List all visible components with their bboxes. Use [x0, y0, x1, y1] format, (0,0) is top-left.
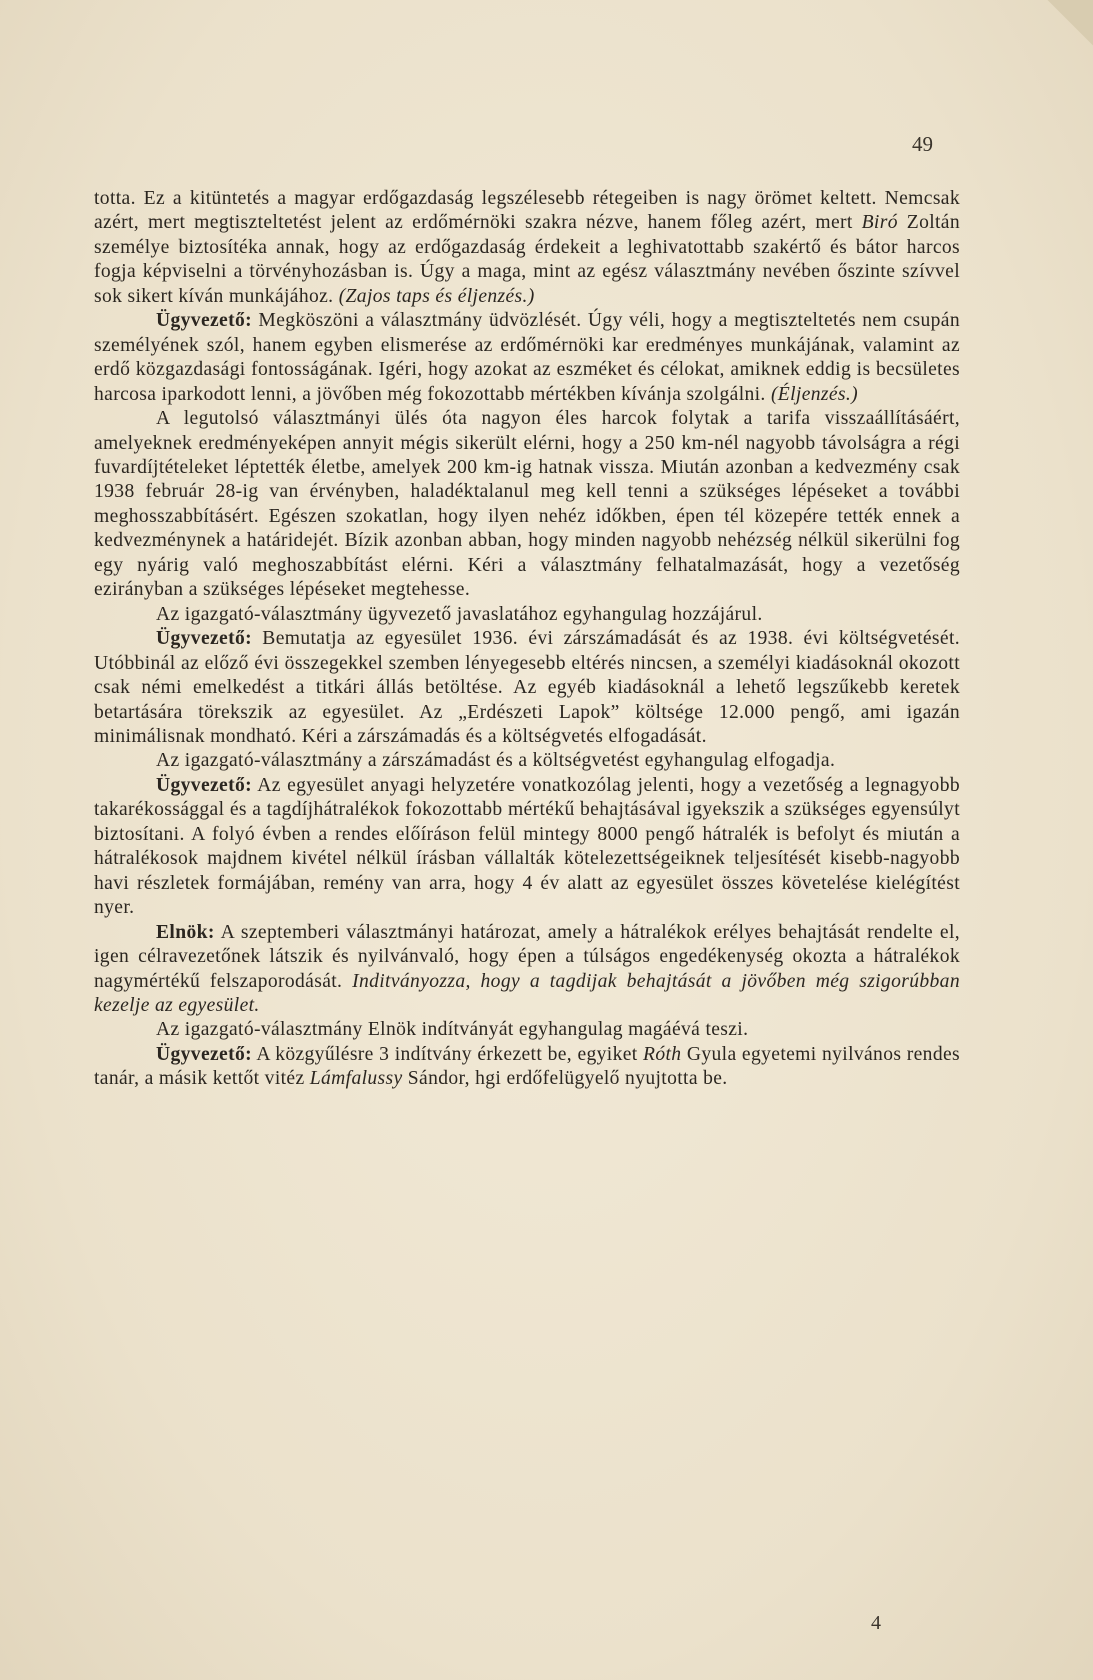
page-corner [1043, 0, 1093, 50]
text-run: Az egyesület anyagi helyzetére vonatkozólag jelenti, hogy a vezetőség a legnagyobb takarékossággal és a tagdíjhátralékok fokozottabb mértékű behajtásával igyekszik a szükséges egyensúlyt biztosítani. A folyó évben a rendes előíráson felül mintegy 8000 pengő hátralék is befolyt és miután a hátralékosok majdnem kivétel nélkül írásban vállalták kötelezettségeiknek teljesítését kisebb-nagyobb havi részletek formájában, remény van arra, hogy 4 év alatt az egyesület összes követelése kielégítést nyer. [94, 774, 960, 919]
paragraph [94, 187, 960, 309]
text-run: Az igazgató-választmány Elnök indítványát egyhangulag magáévá teszi. [156, 1019, 749, 1041]
italic-text: Inditványozza, hogy a tagdijak behajtását a jövőben még szigorúbban kezelje az egyesület. [94, 970, 960, 1016]
body-text [94, 187, 960, 1092]
text-run: Zoltán személye biztosítéka annak, hogy az erdőgazdaság érdekeit a leghivatottabb szakértő és bátor harcos fogja képviselni a törvényhozásban is. Úgy a maga, mint az egész választmány nevében őszinte szívvel sok sikert kíván munkájához. [94, 212, 960, 307]
text-run: A legutolsó választmányi ülés óta nagyon éles harcok folytak a tarifa visszaállításáért, amelyeknek eredményeképen annyit mégis sikerült elérni, hogy a 250 km-nél nagyobb távolságra a régi fuvardíjtételeket léptették életbe, amelyek 200 km-ig hatnak vissza. Miután azonban a kedvezmény csak 1938 február 28-ig van érvényben, haladéktalanul meg kell tenni a szükséges lépéseket a további meghosszabbításért. Egészen szokatlan, hogy ilyen nehéz időkben, épen tél közepére tették ennek a kedvezménynek a határidejét. Bízik azonban abban, hogy minden nagyobb nehézség nélkül sikerülni fog egy nyárig való meghoszabbítást elérni. Kéri a választmány felhatalmazását, hogy a vezetőség ezirányban a szükséges lépéseket megtehesse. [94, 408, 960, 601]
paragraph [94, 749, 960, 773]
signature-mark: 4 [871, 1612, 881, 1634]
italic-text: Lámfalussy [309, 1068, 403, 1090]
italic-text: Róth [643, 1043, 682, 1065]
text-run: totta. Ez a kitüntetés a magyar erdőgazdaság legszélesebb rétegeiben is nagy örömet keltett. Nemcsak azért, mert megtiszteltetést jelent az erdőmérnöki szakra nézve, hanem főleg azért, mert [94, 188, 960, 234]
speaker-label: Ügyvezető: [156, 310, 252, 332]
page-number: 49 [912, 132, 933, 156]
text-run: Sándor, hgi erdőfelügyelő nyujtotta be. [402, 1068, 728, 1090]
text-run: Megköszöni a választmány üdvözlését. Úgy véli, hogy a megtiszteltetés nem csupán személyének szól, hanem egyben elismerése az erdőmérnöki kar eredményes munkájának, valamint az erdő közgazdasági fontosságának. Igéri, hogy azokat az eszméket és célokat, amiknek eddig is becsületes harcosa iparkodott lenni, a jövőben még fokozottabb mértékben kívánja szolgálni. [94, 310, 960, 405]
paragraph [94, 1043, 960, 1092]
italic-text: (Éljenzés.) [770, 383, 859, 405]
text-run: A közgyűlésre 3 indítvány érkezett be, egyiket [251, 1043, 644, 1065]
paragraph [94, 921, 960, 1019]
speaker-label: Elnök: [156, 921, 215, 943]
italic-text: Biró [861, 212, 898, 234]
text-run: Az igazgató-választmány ügyvezető javaslatához egyhangulag hozzájárul. [156, 603, 763, 625]
speaker-label: Ügyvezető: [156, 1043, 252, 1065]
paragraph [94, 407, 960, 603]
text-run: Bemutatja az egyesület 1936. évi zárszámadását és az 1938. évi költségvetését. Utóbbinál az előző évi összegekkel szemben lényegesebb eltérés nincsen, a személyi kiadásoknál okozott csak némi emelkedést a titkári állás betöltése. Az egyéb kiadásoknál a lehető legszűkebb keretek betartására törekszik az egyesület. Az „Erdészeti Lapok” költsége 12.000 pengő, ami igazán minimálisnak mondható. Kéri a zárszámadás és a költségvetés elfogadását. [94, 628, 960, 747]
paragraph [94, 774, 960, 921]
text-run: A szeptemberi választmányi határozat, amely a hátralékok erélyes behajtását rendelte el, igen célravezetőnek látszik és nyilvánvaló, hogy épen a túlságos engedékenység okozta a hátralékok nagymértékű felszaporodását. [94, 921, 960, 992]
paragraph [94, 1018, 960, 1042]
paragraph [94, 627, 960, 749]
speaker-label: Ügyvezető: [156, 628, 252, 650]
text-run: Az igazgató-választmány a zárszámadást és a költségvetést egyhangulag elfogadja. [156, 750, 836, 772]
paragraph [94, 603, 960, 627]
speaker-label: Ügyvezető: [156, 774, 252, 796]
italic-text: (Zajos taps és éljenzés.) [338, 285, 535, 307]
paragraph [94, 309, 960, 407]
text-run: Gyula egyetemi nyilvános rendes tanár, a másik kettőt vitéz [94, 1043, 960, 1090]
